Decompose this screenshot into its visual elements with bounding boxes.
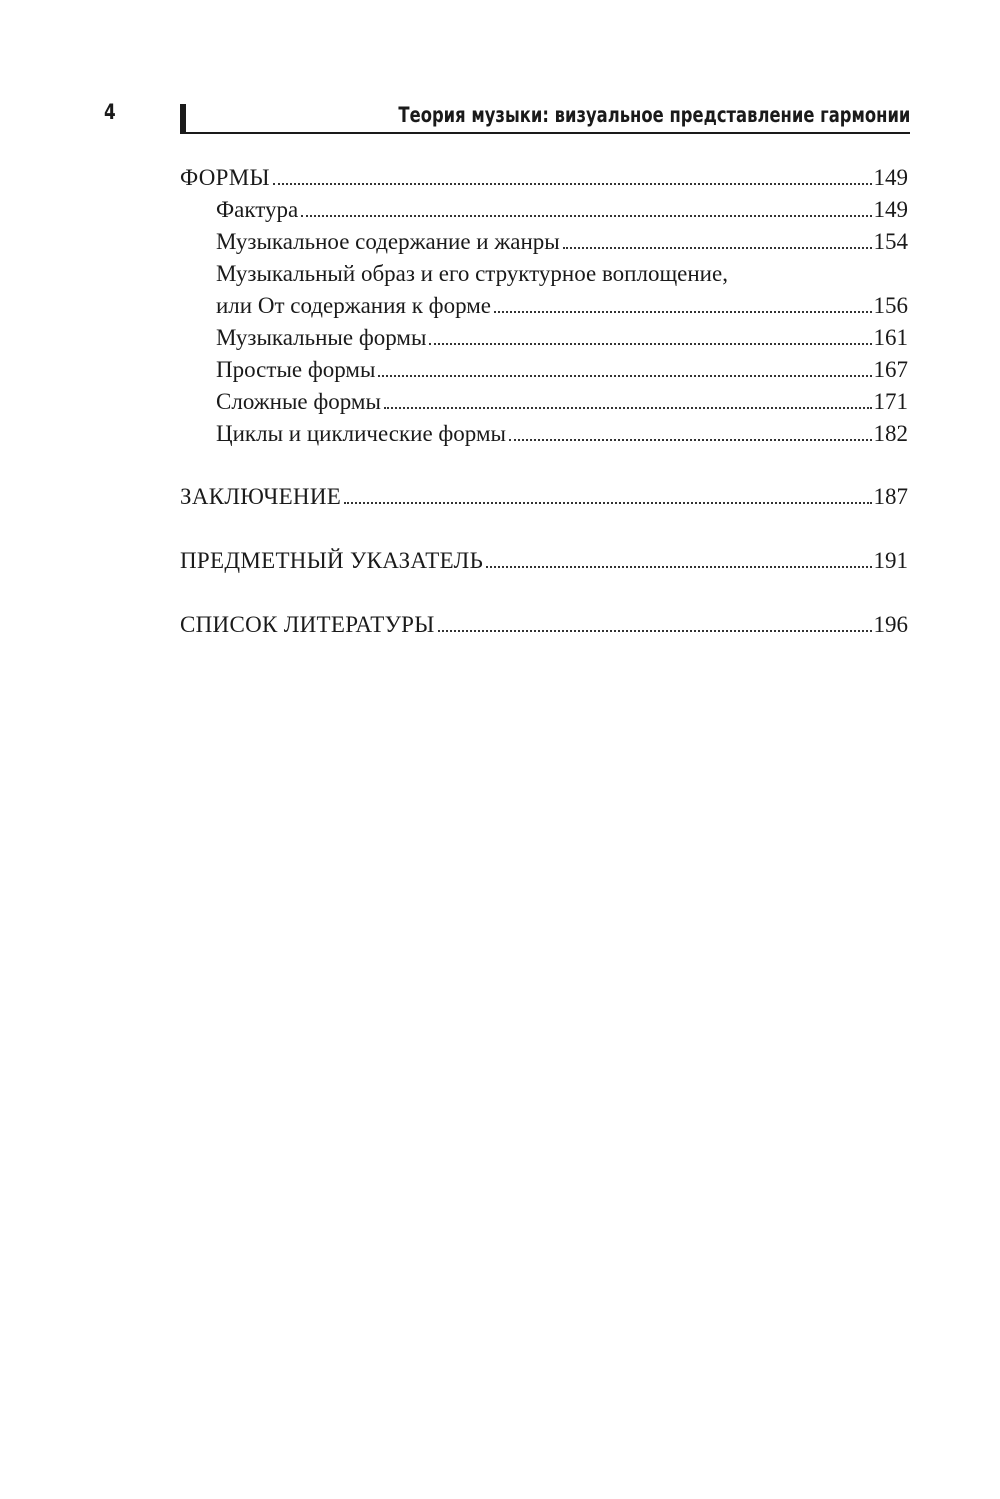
- toc-entry-page: 156: [873, 293, 908, 318]
- toc-entry-label: Циклы и циклические формы: [216, 421, 506, 446]
- dot-leader: [384, 407, 872, 409]
- toc-entry-index[interactable]: [180, 545, 908, 577]
- toc-entry-label: Простые формы: [216, 357, 376, 382]
- toc-entry-musical-image-continued[interactable]: [180, 290, 908, 322]
- toc-entry-complex-forms[interactable]: [180, 386, 908, 418]
- dot-leader: [509, 439, 872, 441]
- toc-entry-simple-forms[interactable]: [180, 354, 908, 386]
- toc-entry-page: 182: [873, 421, 908, 446]
- toc-entry-page: 149: [873, 165, 908, 190]
- toc-entry-texture[interactable]: [180, 194, 908, 226]
- toc-entry-page: 167: [873, 357, 908, 382]
- header-bar: [180, 104, 186, 134]
- dot-leader: [486, 566, 871, 568]
- toc-entry-musical-forms[interactable]: [180, 322, 908, 354]
- toc-entry-page: 161: [873, 325, 908, 350]
- toc-entry-page: 171: [873, 389, 908, 414]
- toc-entry-conclusion[interactable]: [180, 481, 908, 513]
- dot-leader: [494, 311, 871, 313]
- toc-entry-page: 187: [873, 484, 908, 509]
- toc-entry-page: 191: [873, 548, 908, 573]
- toc-entry-bibliography[interactable]: [180, 609, 908, 641]
- toc-entry-label: Сложные формы: [216, 389, 381, 414]
- toc-entry-content-genres[interactable]: [180, 226, 908, 258]
- dot-leader: [273, 183, 872, 185]
- dot-leader: [301, 215, 871, 217]
- toc-entry-forms[interactable]: [180, 162, 908, 194]
- page-number: 4: [104, 100, 116, 124]
- toc-entry-label: ЗАКЛЮЧЕНИЕ: [180, 484, 342, 509]
- toc-entry-page: 196: [873, 612, 908, 637]
- toc-entry-label: СПИСОК ЛИТЕРАТУРЫ: [180, 612, 435, 637]
- toc-entry-page: 154: [873, 229, 908, 254]
- toc-entry-label: ПРЕДМЕТНЫЙ УКАЗАТЕЛЬ: [180, 548, 484, 573]
- dot-leader: [438, 630, 872, 632]
- toc-entry-cycles[interactable]: [180, 418, 908, 450]
- dot-leader: [344, 502, 871, 504]
- toc-entry-label: Музыкальное содержание и жанры: [216, 229, 560, 254]
- running-title: Теория музыки: визуальное представление гармонии: [398, 103, 910, 127]
- table-of-contents: [180, 162, 908, 641]
- toc-entry-label: Музыкальные формы: [216, 325, 427, 350]
- header-rule: [186, 132, 910, 134]
- toc-entry-label: Фактура: [216, 197, 299, 222]
- toc-entry-label: ФОРМЫ: [180, 165, 270, 190]
- toc-entry-label: Музыкальный образ и его структурное воплощение,: [216, 261, 728, 286]
- dot-leader: [563, 247, 872, 249]
- dot-leader: [378, 375, 871, 377]
- toc-entry-musical-image[interactable]: [180, 258, 908, 290]
- toc-entry-label: или От содержания к форме: [216, 293, 492, 318]
- dot-leader: [429, 343, 871, 345]
- toc-entry-page: 149: [873, 197, 908, 222]
